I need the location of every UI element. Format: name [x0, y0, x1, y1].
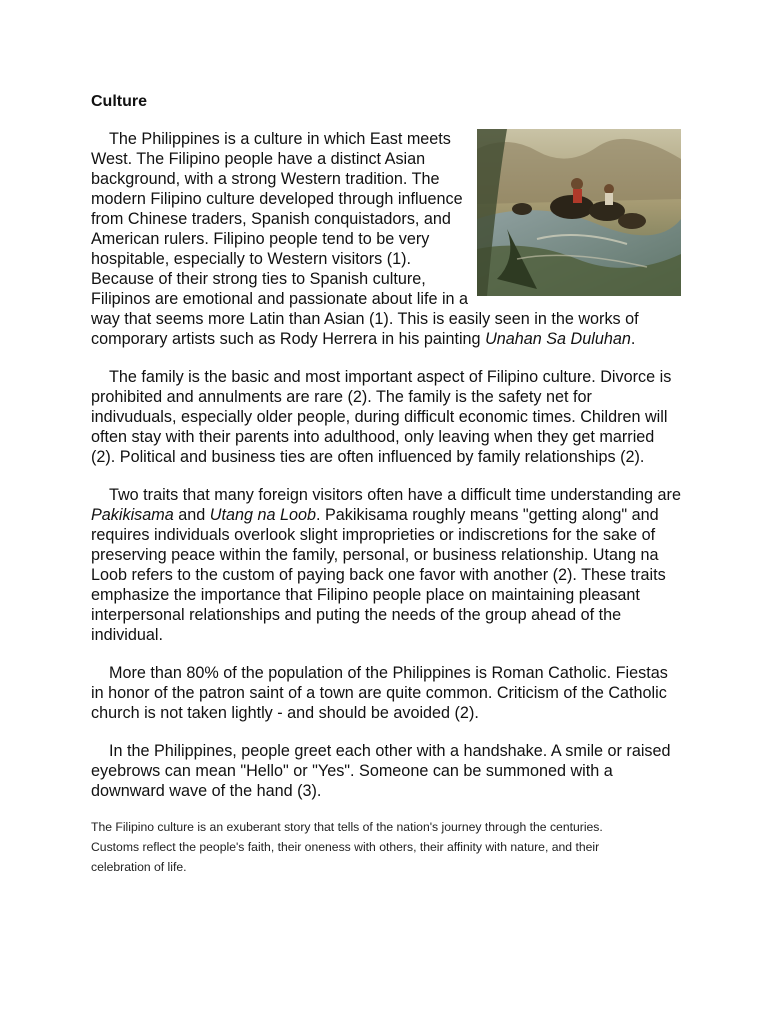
traits-text-c: . Pakikisama roughly means "getting along" and requires individuals overlook slight improprieties or indiscretions for the sake of preserving peace within the family, personal, or business relationship. Utang na Loob refers to the custom of paying back one favor with another (2). These traits emphasize the importance that Filipino people place on maintaining pleasant interpersonal relationships and puting the needs of the group ahead of the individual.	[91, 506, 666, 644]
closing-line: The Filipino culture is an exuberant story that tells of the nation's journey through the centuries.	[91, 820, 603, 834]
page-title: Culture	[91, 93, 147, 110]
paragraph-family: The family is the basic and most important aspect of Filipino culture. Divorce is prohibited and annulments are rare (2). The family is the safety net for indivuduals, especially older people, during difficult economic times. Children will often stay with their parents into adulthood, only leaving when they get married (2). Political and business ties are often influenced by family relationships (2).	[91, 368, 672, 466]
term-pakikisama: Pakikisama	[91, 506, 174, 524]
closing-line: Customs reflect the people's faith, their oneness with others, their affinity with nature, and their	[91, 840, 600, 854]
paragraph-greeting: In the Philippines, people greet each other with a handshake. A smile or raised eyebrows can mean "Hello" or "Yes". Someone can be summoned with a downward wave of the hand (3).	[91, 742, 671, 800]
closing-note	[91, 817, 681, 877]
traits-text-a: Two traits that many foreign visitors often have a difficult time understanding are	[109, 486, 681, 504]
term-utang-na-loob: Utang na Loob	[209, 506, 316, 524]
intro-text: The Philippines is a culture in which East meets West. The Filipino people have a distinct Asian background, with a strong Western tradition. The modern Filipino culture developed through influence from Chinese traders, Spanish conquistadors, and American rulers. Filipino people tend to be very hospitable, especially to Western visitors (1). Because of their strong ties to Spanish culture, Filipinos are emotional and passionate about life in a way that seems more Latin than Asian (1). This is easily seen in the works of comporary artists such as Rody Herrera in his painting	[91, 130, 639, 348]
intro-end: .	[630, 330, 636, 348]
painting-image	[477, 129, 681, 296]
painting-title: Unahan Sa Duluhan	[485, 330, 631, 348]
closing-line: celebration of life.	[91, 860, 187, 874]
document-body	[91, 92, 681, 877]
paragraph-intro	[91, 129, 681, 349]
paragraph-traits	[91, 485, 681, 645]
paragraph-religion: More than 80% of the population of the Philippines is Roman Catholic. Fiestas in honor of the patron saint of a town are quite common. Criticism of the Catholic church is not taken lightly - and should be avoided (2).	[91, 664, 668, 722]
traits-text-b: and	[173, 506, 210, 524]
